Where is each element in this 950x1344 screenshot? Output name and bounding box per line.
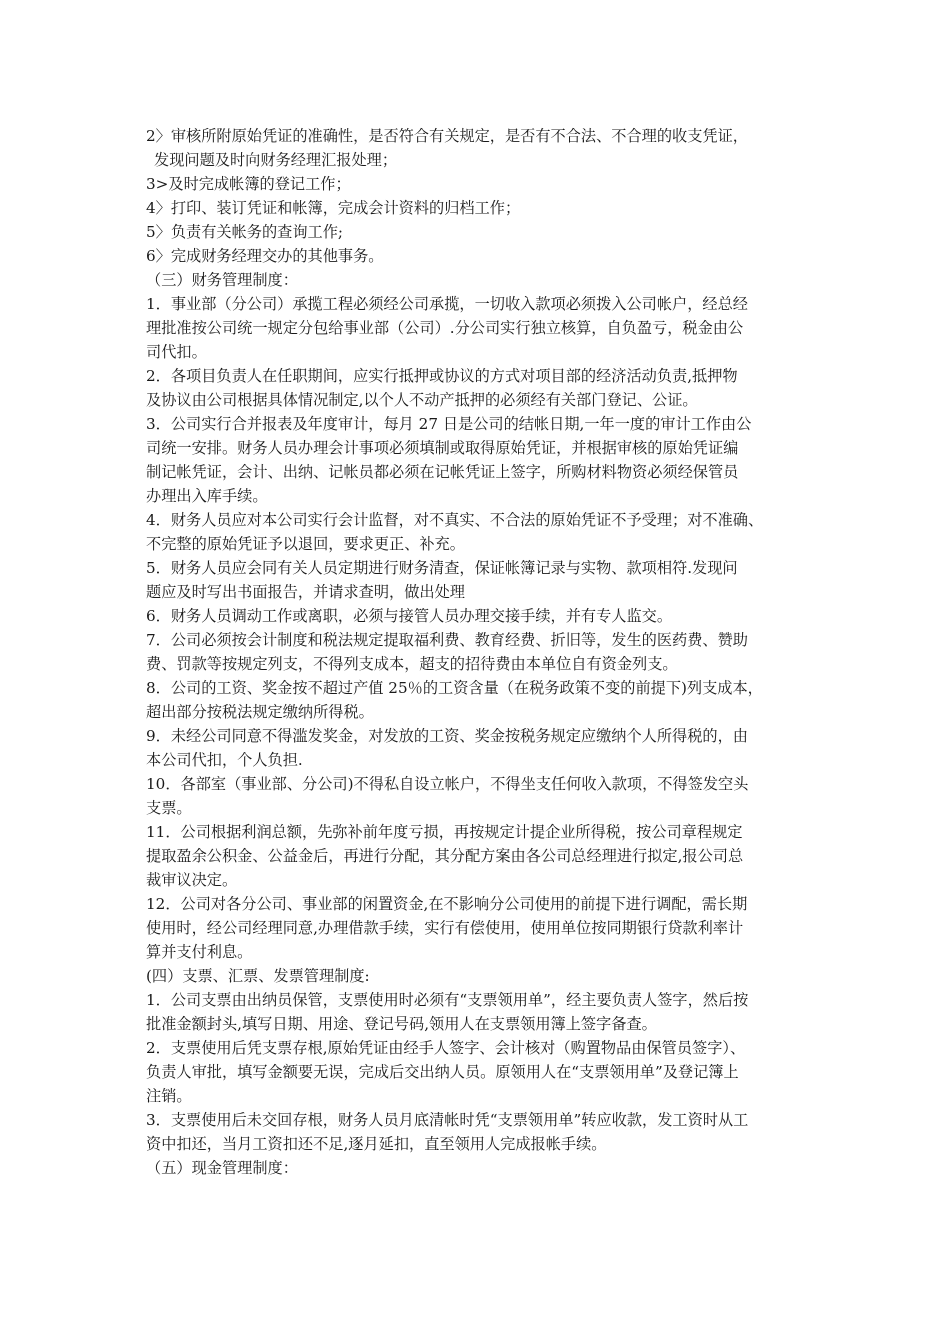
text-line: 本公司代扣，个人负担. bbox=[146, 751, 303, 769]
text-line: 1．事业部（分公司）承揽工程必须经公司承揽，一切收入款项必须拨入公司帐户，经总经 bbox=[146, 295, 748, 313]
text-line: 3．支票使用后未交回存根，财务人员月底清帐时凭“支票领用单”转应收款，发工资时从工 bbox=[146, 1111, 749, 1129]
text-line: 4〉打印、装订凭证和帐簿，完成会计资料的归档工作； bbox=[146, 199, 521, 217]
text-line: 11．公司根据利润总额，先弥补前年度亏损，再按规定计提企业所得税，按公司章程规定 bbox=[146, 823, 743, 841]
text-line: 超出部分按税法规定缴纳所得税。 bbox=[146, 703, 374, 721]
text-line: 9．未经公司同意不得滥发奖金，对发放的工资、奖金按税务规定应缴纳个人所得税的，由 bbox=[146, 727, 748, 745]
text-line: 算并支付利息。 bbox=[146, 943, 253, 961]
text-line: 及协议由公司根据具体情况制定,以个人不动产抵押的必须经有关部门登记、公证。 bbox=[146, 391, 698, 409]
text-line: 注销。 bbox=[146, 1087, 192, 1105]
text-line: 支票。 bbox=[146, 799, 192, 817]
text-line: 裁审议决定。 bbox=[146, 871, 238, 889]
text-line: 6〉完成财务经理交办的其他事务。 bbox=[146, 247, 384, 265]
text-line: 资中扣还，当月工资扣还不足,逐月延扣，直至领用人完成报帐手续。 bbox=[146, 1135, 607, 1153]
text-line: 4．财务人员应对本公司实行会计监督，对不真实、不合法的原始凭证不予受理；对不准确、 bbox=[146, 511, 764, 529]
text-line: 2．各项目负责人在任职期间，应实行抵押或协议的方式对项目部的经济活动负责,抵押物 bbox=[146, 367, 738, 385]
text-line: 理批准按公司统一规定分包给事业部（公司）.分公司实行独立核算，自负盈亏，税金由公 bbox=[146, 319, 744, 337]
text-line: 10．各部室（事业部、分公司)不得私自设立帐户，不得坐支任何收入款项，不得签发空头 bbox=[146, 775, 749, 793]
text-line: 5．财务人员应会同有关人员定期进行财务清查，保证帐簿记录与实物、款项相符.发现问 bbox=[146, 559, 738, 577]
section-heading: （五）现金管理制度： bbox=[146, 1159, 298, 1177]
text-line: 批准金额封头,填写日期、用途、登记号码,领用人在支票领用簿上签字备查。 bbox=[146, 1015, 657, 1033]
text-line: 2．支票使用后凭支票存根,原始凭证由经手人签字、会计核对（购置物品由保管员签字）、 bbox=[146, 1039, 746, 1057]
text-line: 题应及时写出书面报告，并请求查明，做出处理 bbox=[146, 583, 465, 601]
text-line: 办理出入库手续。 bbox=[146, 487, 268, 505]
text-line: 负责人审批，填写金额要无误，完成后交出纳人员。原领用人在“支票领用单”及登记簿上 bbox=[146, 1063, 739, 1081]
text-line: 12．公司对各分公司、事业部的闲置资金,在不影响分公司使用的前提下进行调配，需长期 bbox=[146, 895, 748, 913]
text-line: 使用时，经公司经理同意,办理借款手续，实行有偿使用，使用单位按同期银行贷款利率计 bbox=[146, 919, 744, 937]
text-line: 不完整的原始凭证予以退回，要求更正、补充。 bbox=[146, 535, 465, 553]
text-line: 8．公司的工资、奖金按不超过产值 25％的工资含量（在税务政策不变的前提下)列支成本， bbox=[146, 679, 763, 697]
text-line: 1．公司支票由出纳员保管，支票使用时必须有“支票领用单”，经主要负责人签字，然后按 bbox=[146, 991, 749, 1009]
text-line: 7．公司必须按会计制度和税法规定提取福利费、教育经费、折旧等，发生的医药费、赞助 bbox=[146, 631, 748, 649]
document-body bbox=[146, 124, 810, 1180]
text-line: 费、罚款等按规定列支，不得列支成本，超支的招待费由本单位自有资金列支。 bbox=[146, 655, 678, 673]
section-heading: （三）财务管理制度： bbox=[146, 271, 298, 289]
text-line: 6．财务人员调动工作或离职，必须与接管人员办理交接手续，并有专人监交。 bbox=[146, 607, 673, 625]
text-line: 5〉负责有关帐务的查询工作; bbox=[146, 223, 344, 241]
text-line: 2〉审核所附原始凭证的准确性，是否符合有关规定，是否有不合法、不合理的收支凭证， bbox=[146, 127, 748, 145]
text-line: 发现问题及时向财务经理汇报处理； bbox=[154, 151, 397, 169]
text-line: 制记帐凭证，会计、出纳、记帐员都必须在记帐凭证上签字，所购材料物资必须经保管员 bbox=[146, 463, 739, 481]
section-heading: (四）支票、汇票、发票管理制度: bbox=[146, 967, 370, 985]
text-line: 3>及时完成帐簿的登记工作； bbox=[146, 175, 351, 193]
text-line: 提取盈余公积金、公益金后，再进行分配，其分配方案由各公司总经理进行拟定,报公司总 bbox=[146, 847, 744, 865]
text-line: 司代扣。 bbox=[146, 343, 207, 361]
text-line: 3．公司实行合并报表及年度审计，每月 27 日是公司的结帐日期,一年一度的审计工作由公 bbox=[146, 415, 752, 433]
text-line: 司统一安排。财务人员办理会计事项必须填制或取得原始凭证，并根据审核的原始凭证编 bbox=[146, 439, 739, 457]
